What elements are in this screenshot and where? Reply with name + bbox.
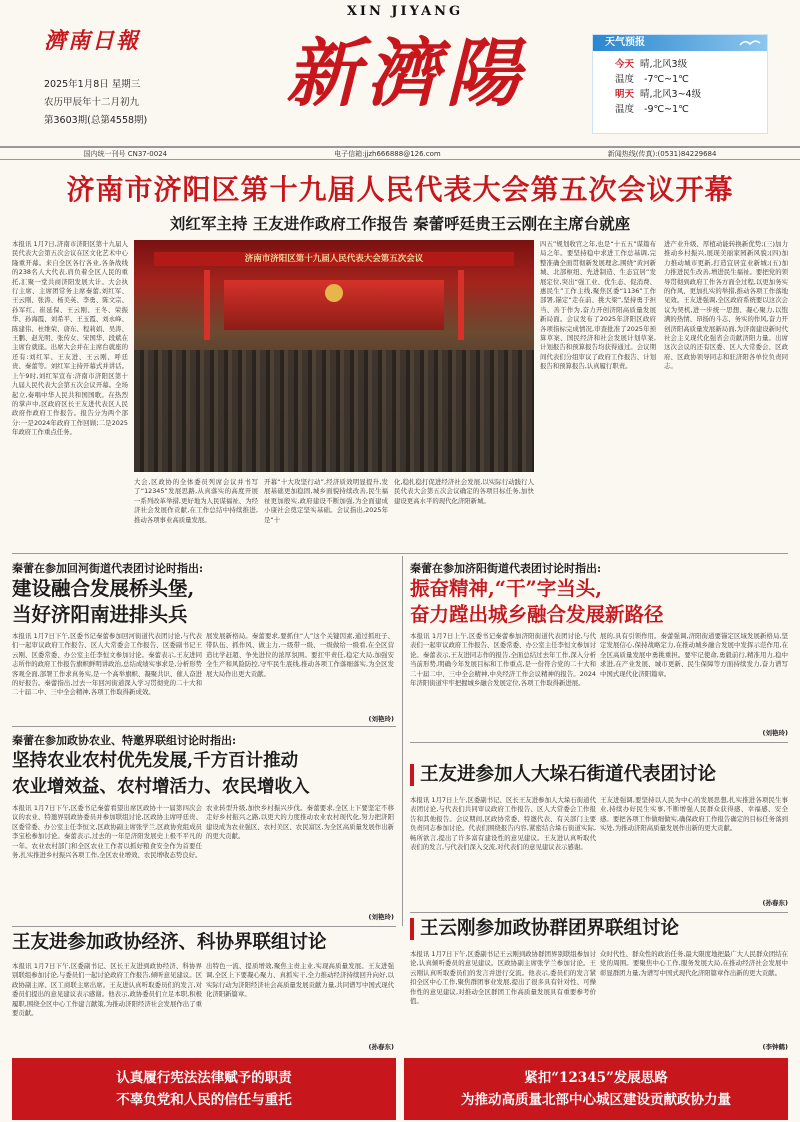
story2-kicker: 秦蕾在参加回河街道代表团讨论时指出: bbox=[12, 562, 204, 575]
story5-body2: 王友进强调,要坚持以人民为中心的发展思想,扎实推进各项民生事业,持续办好民生实事,不断增强人民群众获得感、幸福感、安全感。要把各项工作做细做实,确保政府工作报告确定的目标任务落到实处,为推动济阳高质量发展作出新的更大贡献。 bbox=[600, 796, 788, 833]
story2-byline: (刘艳玲) bbox=[368, 715, 394, 723]
story6-byline: (孙春东) bbox=[368, 1043, 394, 1051]
story7-byline: (李钟鹤) bbox=[762, 1043, 788, 1051]
footer-left-line1: 认真履行宪法法律赋予的职责 bbox=[116, 1070, 292, 1086]
lunar-date: 农历甲辰年十二月初九 bbox=[44, 97, 140, 108]
footer-banner-left bbox=[12, 1058, 396, 1120]
title-accent-bar bbox=[410, 918, 414, 940]
divider bbox=[12, 726, 396, 727]
weather-tomorrow-temp: -9℃~1℃ bbox=[644, 104, 689, 115]
story4-title-line2: 农业增效益、农村增活力、农民增收入 bbox=[12, 777, 310, 797]
weather-today-label: 今天 bbox=[615, 59, 635, 70]
story4-body1: 本报讯 1月7日下午,区委书记秦蕾看望出席区政协十一届第四次会议的农业、特邀界别政协委员并参加联组讨论,区政协主席呼廷贵、区委常委、办公室主任李恒文,区政协副主席张学兰,区政协党组成员李宝松参加讨论。秦蕾表示,过去的一年是济阳发展史上极不平凡的一年。农业农村部门和全区农业工作者以抓好粮食安全作为首要任务,扎实推进乡村振兴各项工作,全区农业增效、农民增收态势良好。 bbox=[12, 804, 202, 860]
issue-date: 2025年1月8日 星期三 bbox=[44, 79, 141, 90]
story7-body1: 本报讯 1月7日下午,区委副书记王云刚到政协群团界别联组参加讨论,认真倾听委员的意见建议。区政协副主席张学兰参加讨论。王云刚认真听取委员们的发言并进行交流。他表示,委员们的发言紧扣全区中心工作,聚焦群团事业发展,提出了很多具有针对性、可操作性的意见建议,对推动全区群团工作高质量发展具有重要参考价值。 bbox=[410, 950, 596, 1006]
news-hotline: 新闻热线(传真):(0531)84229684 bbox=[607, 149, 717, 158]
weather-today-temp-row bbox=[593, 72, 767, 87]
weather-today bbox=[593, 57, 767, 72]
weather-tomorrow-temp-row bbox=[593, 102, 767, 117]
story2-title bbox=[12, 576, 392, 628]
story2-title-line2: 当好济阳南进排头兵 bbox=[12, 603, 188, 626]
lead-story-caption: 大会,区政协的全体委员列席会议并书写了“12345”发展思路,从真落实的高度开展一系列改革举措,更好地为人民谋福祉、为经济社会发展作贡献,在工作总结中持续推进,推动各项事业高质量发展。 bbox=[134, 478, 258, 524]
story3-body1: 本报讯 1月7日上午,区委书记秦蕾参加济阳街道代表团讨论,与代表们一起审议政府工作报告、区委常委、办公室主任李恒文参加讨论。秦蕾表示,王友进同志作的报告,全面总结过去年工作,深入分析当前形势,明确今年发展目标和工作重点,是一份符合党的二十大和二十届二中、三中全会精神,中央经济工作会议精神的报告。2024年济阳街道牢牢把握城乡融合发展定位,各项工作取得新进展。 bbox=[410, 632, 596, 688]
newspaper-logo-small: 濟南日報 bbox=[44, 28, 141, 54]
title-accent-bar bbox=[410, 764, 414, 786]
story4-kicker: 秦蕾在参加政协农业、特邀界联组讨论时指出: bbox=[12, 734, 237, 747]
divider bbox=[410, 742, 788, 743]
story3-kicker: 秦蕾在参加济阳街道代表团讨论时指出: bbox=[410, 562, 602, 575]
lead-story-caption3: 化,稳扎稳打促进经济社会发展,以实际行动践行人民代表大会第五次会议确定的各项目标任务,加快建设更高水平的现代化济阳新城。 bbox=[394, 478, 534, 505]
story6-body1: 本报讯 1月7日下午,区委副书记、区长王友进到政协经济、科协界别联组参加讨论,与委员们一起讨论政府工作报告,倾听意见建议。区政协副主席、区工商联主席出席。王友进认真听取委员们的发言,对委员们提出的意见建议表示感谢。他表示,政协委员们立足本职,积极履职,围绕全区中心工作建言献策,为推动济阳经济社会发展作出了重要贡献。 bbox=[12, 962, 202, 1018]
publication-number: 国内统一刊号 CN37-0024 bbox=[83, 149, 168, 158]
divider bbox=[12, 553, 788, 554]
story4-byline: (刘艳玲) bbox=[368, 913, 394, 921]
story2-body2: 展发展新格局。秦蕾要求,要抓住“人”这个关键因素,通过抓班子、带队伍、抓作风、做主力,一级带一级、一级做给一级看,在全区营造比学赶超、争先进位的浓厚氛围。要扛牢责任,稳定大局,加强安全生产和风险防控,守牢民生底线,推动各项工作落细落实,为全区发展大局作出更大贡献。 bbox=[206, 632, 394, 678]
lead-subheadline: 刘红军主持 王友进作政府工作报告 秦蕾呼廷贵王云刚在主席台就座 bbox=[169, 214, 631, 233]
story5-body1: 本报讯 1月7日上午,区委副书记、区长王友进参加人大垛石街道代表团讨论,与代表们共同审议政府工作报告、区人大常委会工作报告和其他报告。会议期间,区政协常委、特邀代表、有关部门主要负责同志参加讨论。代表们围绕报告内容,紧密结合垛石街道实际,畅所欲言,提出了许多富有建设性的意见建议。王友进认真听取代表们的发言,与代表们深入交流,对代表们的意见建议表示感谢。 bbox=[410, 796, 596, 852]
session-photo bbox=[134, 240, 534, 472]
footer-right-line1: 紧扣“12345”发展思路 bbox=[524, 1070, 668, 1086]
footer-banner-right bbox=[404, 1058, 788, 1120]
weather-tomorrow-desc: 晴,北风3~4级 bbox=[640, 89, 702, 100]
weather-today-temp-label: 温度 bbox=[615, 74, 635, 85]
bird-icon bbox=[739, 37, 761, 49]
story3-title bbox=[410, 576, 790, 628]
column-divider bbox=[402, 556, 403, 926]
weather-today-temp: -7℃~1℃ bbox=[644, 74, 689, 85]
story3-title-line2: 奋力蹚出城乡融合发展新路径 bbox=[410, 603, 664, 626]
story2-body1: 本报讯 1月7日下午,区委书记秦蕾参加回河街道代表团讨论,与代表们一起审议政府工作报告、区人大常委会工作报告、区委副书记王云刚、区委常委、办公室主任李恒文参加讨论。秦蕾表示,王友进同志所作的政府工作报告旗帜鲜明讲政治,总结成绩实事求是,分析形势客观全面,部署工作求真务实,是一个高举旗帜、凝聚共识、催人奋进的好报告。秦蕾指出,过去一年回河街道深入学习贯彻党的二十大和二十届二中、三中全会精神,各项工作取得新成效。 bbox=[12, 632, 202, 697]
weather-tomorrow-temp-label: 温度 bbox=[615, 104, 635, 115]
story6-body2: 出特色一流、提质增效,聚焦主责主业,实现高质量发展。王友进强调,全区上下要凝心聚力、真抓实干,全力推动经济持续回升向好,以实际行动为济阳经济社会高质量发展贡献力量,共同谱写中国式现代化济阳新篇章。 bbox=[206, 962, 394, 999]
issue-date-block bbox=[44, 76, 147, 130]
contact-email: 电子信箱:jjzh666888@126.com bbox=[334, 149, 441, 158]
weather-box bbox=[592, 34, 768, 134]
story3-body2: 展的,具有引领作用。秦蕾强调,济阳街道要锚定区域发展新格局,坚定发展信心,保持战略定力,在推动城乡融合发展中发挥示范作用,在全区高质量发展中勇挑重担。要牢记使命,勇毅前行,精准用力,稳中求进,在产业发展、城市更新、民生保障等方面持续发力,奋力谱写中国式现代化济阳篇章。 bbox=[600, 632, 788, 678]
divider bbox=[12, 926, 396, 927]
national-emblem-icon bbox=[325, 284, 343, 302]
masthead-pinyin: XIN JIYANG bbox=[346, 4, 464, 19]
lead-story-caption2: 开幕“十大攻坚行动”,经济质效明显提升,发展基础更加稳固,城乡面貌持续改善,民生福祉更加殷实,政府建设不断加强,为全面建成小康社会奠定坚实基础。会议指出,2025年是“十 bbox=[264, 478, 388, 524]
lead-story-col3: 进产业升级、厚植动能转换新优势;(三)加力推动乡村振兴,展现美丽家园新风貌;(四)加力推动城市更新,打造宜居宜业新城;(五)加力推进民生改善,增进民生福祉。要把党的领导贯彻到政府工作各方面全过程,以更加务实的作风、更加扎实的举措,推动各项工作落地见效。王友进强调,全区政府系统要以这次会议为契机,进一步统一思想、凝心聚力,以饱满的热情、昂扬的斗志、务实的作风,奋力开创济阳高质量发展新局面,为济南建设新时代社会主义现代化强省会贡献济阳力量。出席这次会议的还有区委、区人大常委会、区政府、区政协领导同志和驻济阳各单位负责同志。 bbox=[664, 240, 788, 371]
weather-tomorrow-label: 明天 bbox=[615, 89, 635, 100]
story4-body2: 农业转型升级,加快乡村振兴步伐。秦蕾要求,全区上下要坚定不移走好乡村振兴之路,以更大的力度推动农业农村现代化,努力把济阳建设成为农业强区、农村美区、农民富区,为全区高质量发展作出新的更大贡献。 bbox=[206, 804, 394, 841]
info-bar bbox=[0, 146, 800, 160]
weather-tomorrow bbox=[593, 87, 767, 102]
story2-title-line1: 建设融合发展桥头堡, bbox=[12, 577, 195, 600]
weather-today-desc: 晴,北风3级 bbox=[640, 59, 688, 70]
photo-banner-text: 济南市济阳区第十九届人民代表大会第五次会议 bbox=[154, 252, 514, 266]
lead-story-col2: 四五”规划收官之年,也是“十五五”谋篇布局之年。要坚持稳中求进工作总基调,完整准确全面贯彻新发展理念,围绕“黄河新城、北部枢纽、先进制造、生态宜居”发展定位,突出“强工业、优生态、促消费、惠民生”工作主线,聚焦区委“1136”工作部署,锚定“走在前、挑大梁”,坚持勇于担当、善于作为,奋力开创济阳高质量发展新局面。会议发布了2025年济阳区政府各项指标完成情况,审查批准了2025年预算草案、国民经济和社会发展计划草案,计划报告和预算报告均获得通过。会议期间代表们分组审议了政府工作报告、计划报告和预算报告,认真履行职责。 bbox=[540, 240, 656, 371]
story5-byline: (孙春东) bbox=[762, 899, 788, 907]
divider bbox=[410, 912, 788, 913]
story7-title: 王云刚参加政协群团界联组讨论 bbox=[420, 918, 680, 939]
story4-title bbox=[12, 748, 400, 800]
footer-left-line2: 不辜负党和人民的信任与重托 bbox=[116, 1092, 292, 1108]
story3-title-line1: 振奋精神,“干”字当头, bbox=[410, 577, 603, 600]
photo-audience bbox=[134, 350, 534, 472]
story5-title: 王友进参加人大垛石街道代表团讨论 bbox=[420, 764, 717, 785]
story4-title-line1: 坚持农业农村优先发展,千方百计推动 bbox=[12, 751, 299, 771]
lead-headline: 济南市济阳区第十九届人民代表大会第五次会议开幕 bbox=[66, 173, 734, 206]
story3-byline: (刘艳玲) bbox=[762, 729, 788, 737]
red-flag-icon bbox=[204, 270, 210, 340]
story6-title: 王友进参加政协经济、科协界联组讨论 bbox=[12, 932, 327, 953]
masthead-title: 新濟陽 bbox=[286, 31, 526, 117]
red-flag-icon bbox=[458, 270, 464, 340]
story7-body2: 众时代性、群众性的政治任务,最大限度地把最广大人民群众团结在党的周围。要聚焦中心工作,服务发展大局,在推动经济社会发展中彰显群团力量,为谱写中国式现代化济阳篇章作出新的更大贡献。 bbox=[600, 950, 788, 977]
footer-right-line2: 为推动高质量北部中心城区建设贡献政协力量 bbox=[461, 1092, 731, 1108]
lead-story-col1: 本报讯 1月7日,济南市济阳区第十九届人民代表大会第五次会议在区文化艺术中心隆重开幕。来自全区各行各业,各条战线的238名人大代表,肩负着全区人民的重托,汇聚一堂共商济阳发展大计。大会执行主席、主席团常务主席秦蕾,刘红军、王云刚、张涛、杨美英、李勇、陈文宗、孙军红、崔延保、王云刚、王冬、荣振华、孙海霞、刘希平、王玉霞、刘永峰、陈建伟、杜维荣、唐东、程莉娟、吴涛、王鹏、赵光明、张传女、宋国华、段斌在主席台就座。出席大会并在主席台就座的还有:刘红军、王友进、王云刚、呼廷贵、秦蕾等。刘红军主持开幕式并讲话。上午9时,刘红军宣布:济南市济阳区第十九届人民代表大会第五次会议开幕。全场起立,奏唱中华人民共和国国歌。在热烈的掌声中,区政府区长王友进代表区人民政府作政府工作报告。报告分为两个部分:一是2024年政府工作回顾;二是2025年政府工作重点任务。 bbox=[12, 240, 128, 437]
weather-header: 天气预报 bbox=[593, 35, 767, 51]
issue-number: 第3603期(总第4558期) bbox=[44, 115, 148, 126]
